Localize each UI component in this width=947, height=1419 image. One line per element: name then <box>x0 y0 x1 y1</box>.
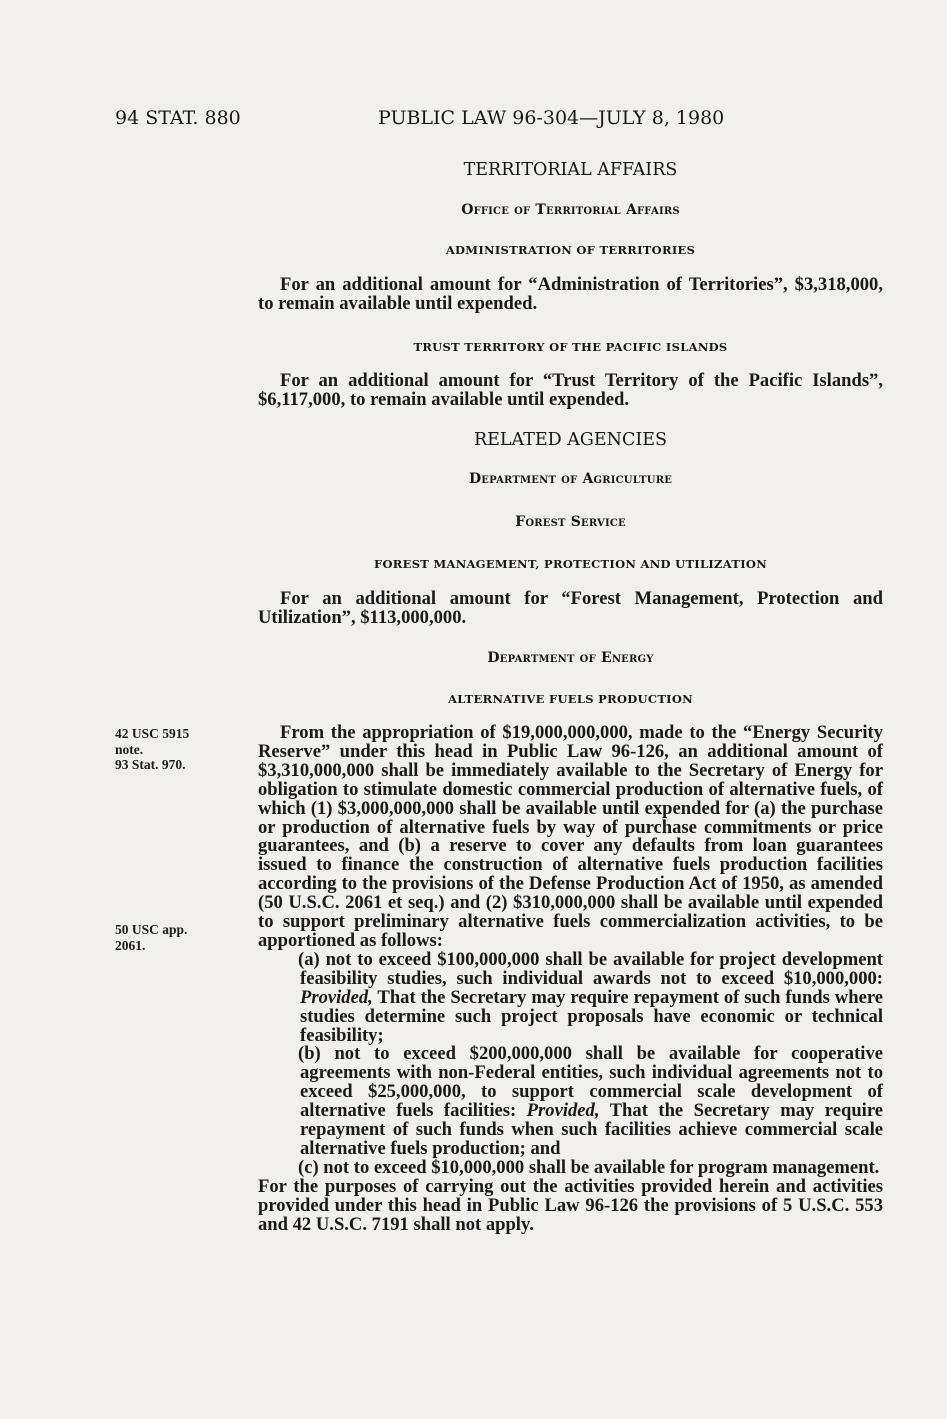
heading-related-agencies: RELATED AGENCIES <box>473 430 668 450</box>
heading-office-territorial-affairs: Office of Territorial Affairs <box>461 202 680 218</box>
alternative-fuels-section <box>258 724 883 1234</box>
forest-management-paragraph: For an additional amount for “Forest Management, Protection and Utilization”, $113,000,000. <box>258 588 883 628</box>
item-c-paragraph: (c) not to exceed $10,000,000 shall be available for program management. <box>298 1156 880 1178</box>
heading-administration-territories: ADMINISTRATION OF TERRITORIES <box>445 243 696 257</box>
item-a-paragraph: (a) not to exceed $100,000,000 shall be available for project development feasibility studies, such individual awards not to exceed $10,000,000: Provided, That the Secretary may require repayment of such funds where studies determine such project proposals have economic or technical feasibility; <box>298 948 883 1046</box>
closing-paragraph: For the purposes of carrying out the activities provided herein and activities provided under this head in Public Law 96-126 the provisions of 5 U.S.C. 553 and 42 U.S.C. 7191 shall not apply. <box>258 1175 883 1235</box>
heading-alternative-fuels: ALTERNATIVE FUELS PRODUCTION <box>448 692 693 706</box>
heading-forest-service: Forest Service <box>515 514 626 530</box>
heading-forest-management: FOREST MANAGEMENT, PROTECTION AND UTILIZATION <box>373 557 768 571</box>
heading-department-energy: Department of Energy <box>487 650 654 666</box>
public-law-title: PUBLIC LAW 96-304—JULY 8, 1980 <box>378 107 725 129</box>
heading-department-agriculture: Department of Agriculture <box>468 471 673 487</box>
admin-territories-paragraph: For an additional amount for “Administration of Territories”, $3,318,000, to remain available until expended. <box>258 274 883 314</box>
alternative-fuels-paragraph: From the appropriation of $19,000,000,000, made to the “Energy Security Reserve” under this head in Public Law 96-126, an additional amount of $3,310,000,000 shall be immediately available to the Secretary of Energy for obligation to stimulate domestic commercial production of alternative fuels, of which (1) $3,000,000,000 shall be available until expended for (a) the purchase or production of alternative fuels by way of purchase commitments or price guarantees, and (b) a reserve to cover any defaults from loan guarantees issued to finance the construction of alternative fuels production facilities according to the provisions of the Defense Production Act of 1950, as amended (50 U.S.C. 2061 et seq.) and (2) $310,000,000 shall be available until expended to support preliminary alternative fuels commercialization activities, to be apportioned as follows: <box>258 722 883 951</box>
statute-page-number: 94 STAT. 880 <box>115 107 241 129</box>
heading-territorial-affairs: TERRITORIAL AFFAIRS <box>463 160 678 180</box>
heading-trust-territory: TRUST TERRITORY OF THE PACIFIC ISLANDS <box>413 340 728 354</box>
item-b-paragraph: (b) not to exceed $200,000,000 shall be available for cooperative agreements with non-Federal entities, such individual agreements not to exceed $25,000,000, to support commercial scale development of alternative fuels facilities: Provided, That the Secretary may require repayment of such funds when such facilities achieve commercial scale alternative fuels production; and <box>298 1043 883 1159</box>
margin-note-42-usc-5915: 42 USC 5915 note. 93 Stat. 970. <box>115 726 190 772</box>
margin-note-50-usc-app: 50 USC app. 2061. <box>115 922 188 953</box>
trust-territory-paragraph: For an additional amount for “Trust Territory of the Pacific Islands”, $6,117,000, to remain available until expended. <box>258 370 883 410</box>
